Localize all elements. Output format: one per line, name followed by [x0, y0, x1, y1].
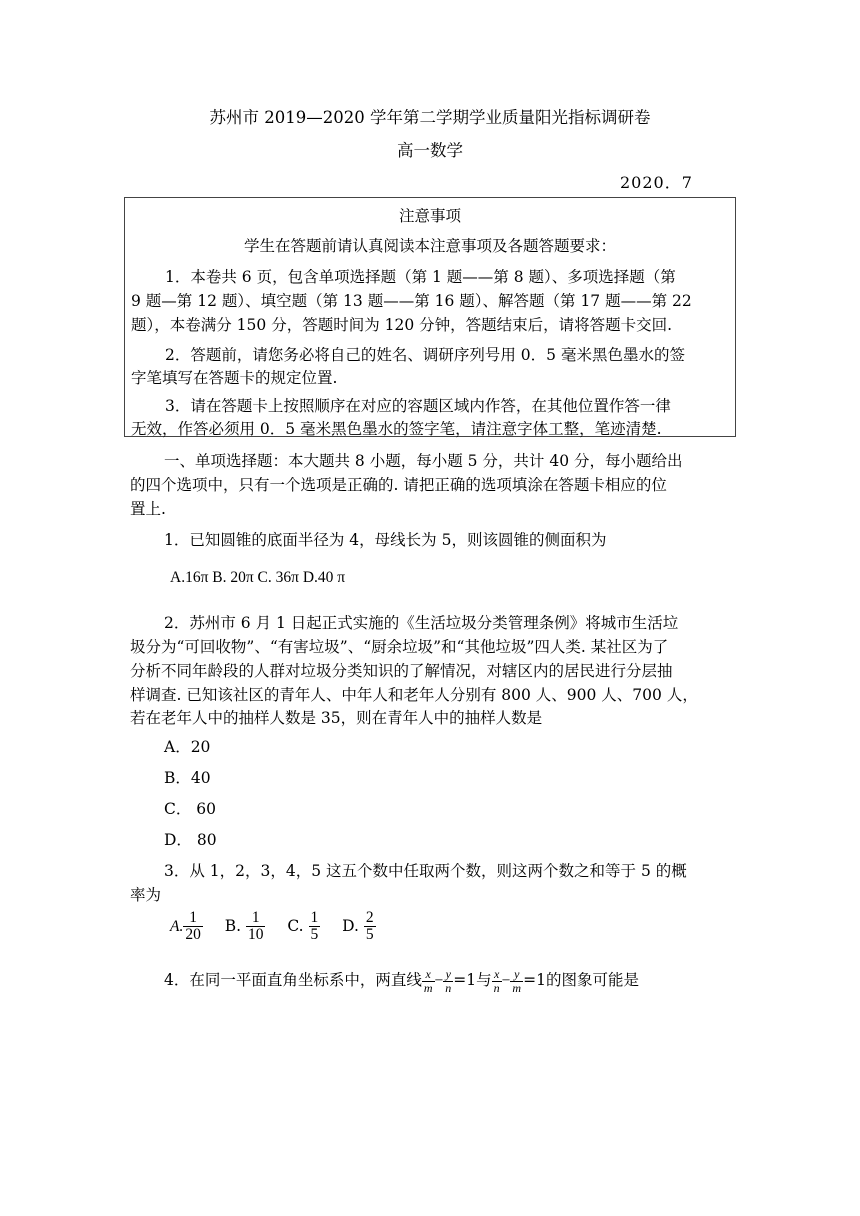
q2-line5: 若在老年人中的抽样人数是 35，则在青年人中的抽样人数是	[130, 709, 543, 727]
q2-line4: 样调查. 已知该社区的青年人、中年人和老年人分别有 800 人、900 人、700 人，	[130, 686, 698, 704]
notice-item1-line1: 1．本卷共 6 页，包含单项选择题（第 1 题——第 8 题）、多项选择题（第	[165, 268, 676, 286]
notice-item3-line1: 3．请在答题卡上按照顺序在对应的容题区域内作答，在其他位置作答一律	[165, 397, 671, 415]
notice-item2-line2: 字笔填写在答题卡的规定位置.	[131, 369, 338, 387]
q2-option-c: C． 60	[164, 800, 217, 818]
notice-intro: 学生在答题前请认真阅读本注意事项及各题答题要求：	[243, 237, 616, 255]
q2-option-b: B．40	[164, 769, 211, 787]
q4-suffix: 的图象可能是	[545, 971, 639, 990]
q3-option-a-fraction: $\frac{1}{20}$	[185, 909, 201, 944]
q3-option-d-label: D.	[342, 916, 359, 935]
q1-options: A.16π B. 20π C. 36π D.40 π	[170, 569, 346, 586]
q4-eq2-frac-y: $\frac{y}{m}$	[512, 967, 522, 995]
notice-heading: 注意事项	[398, 207, 461, 225]
exam-date: 2020．7	[620, 173, 693, 192]
exam-title: 苏州市 2019—2020 学年第二学期学业质量阳光指标调研卷	[209, 108, 651, 127]
q4-eq2-rhs: =1	[523, 971, 546, 990]
q3-option-a-label: A.	[170, 917, 184, 935]
section1-line2: 的四个选项中，只有一个选项是正确的. 请把正确的选项填涂在答题卡相应的位	[130, 476, 667, 494]
q2-option-a: A．20	[164, 738, 211, 756]
q4-eq1-frac-y: $\frac{y}{n}$	[445, 967, 452, 995]
q2-line1: 2．苏州市 6 月 1 日起正式实施的《生活垃圾分类管理条例》将城市生活垃	[164, 614, 679, 632]
q2-line2: 圾分为“可回收物”、“有害垃圾”、“厨余垃圾”和“其他垃圾”四人类. 某社区为了	[130, 638, 669, 656]
notice-box	[124, 197, 736, 437]
q1-stem: 1．已知圆锥的底面半径为 4，母线长为 5，则该圆锥的侧面积为	[164, 531, 607, 549]
q3-line1: 3．从 1，2，3，4，5 这五个数中任取两个数，则这两个数之和等于 5 的概	[164, 862, 687, 880]
q4-eq2-frac-x: $\frac{x}{n}$	[493, 967, 500, 995]
q4-eq1-rhs: =1	[453, 971, 477, 990]
section1-line1: 一、单项选择题：本大题共 8 小题，每小题 5 分，共计 40 分，每小题给出	[164, 452, 683, 470]
exam-subject: 高一数学	[397, 141, 463, 160]
notice-item2-line1: 2．答题前，请您务必将自己的姓名、调研序列号用 0．5 毫米黑色墨水的签	[165, 346, 685, 364]
section1-line3: 置上.	[130, 500, 166, 518]
q3-option-c-label: C.	[287, 916, 304, 935]
notice-item1-line2: 9 题—第 12 题）、填空题（第 13 题——第 16 题）、解答题（第 17 题——第 22	[131, 292, 692, 310]
q3-option-b-label: B.	[224, 916, 242, 935]
q3-option-b-fraction: $\frac{1}{10}$	[247, 909, 264, 944]
q2-option-d: D． 80	[164, 831, 217, 849]
notice-item1-line3: 题），本卷满分 150 分，答题时间为 120 分钟，答题结束后，请将答题卡交回.	[131, 316, 673, 334]
q4-mid: 与	[476, 971, 492, 990]
q3-line2: 率为	[130, 886, 162, 904]
q3-option-d-fraction: $\frac{2}{5}$	[365, 909, 374, 944]
notice-item3-line2: 无效，作答必须用 0．5 毫米黑色墨水的签字笔，请注意字体工整，笔迹清楚.	[131, 420, 662, 438]
q2-line3: 分析不同年龄段的人群对垃圾分类知识的了解情况，对辖区内的居民进行分层抽	[130, 662, 673, 680]
q4-stem: 4．在同一平面直角坐标系中，两直线 $\frac{x}{m}$ − $\frac{y}{n}$ =1与 $\frac{x}{n}$ − $\frac{y}{m}$ =1的图象可能是	[164, 967, 639, 995]
q3-option-c-fraction: $\frac{1}{5}$	[310, 909, 319, 944]
q4-eq1-frac-x: $\frac{x}{m}$	[423, 967, 433, 995]
q3-options	[170, 910, 376, 944]
q4-prefix: 4．在同一平面直角坐标系中，两直线	[164, 971, 422, 990]
